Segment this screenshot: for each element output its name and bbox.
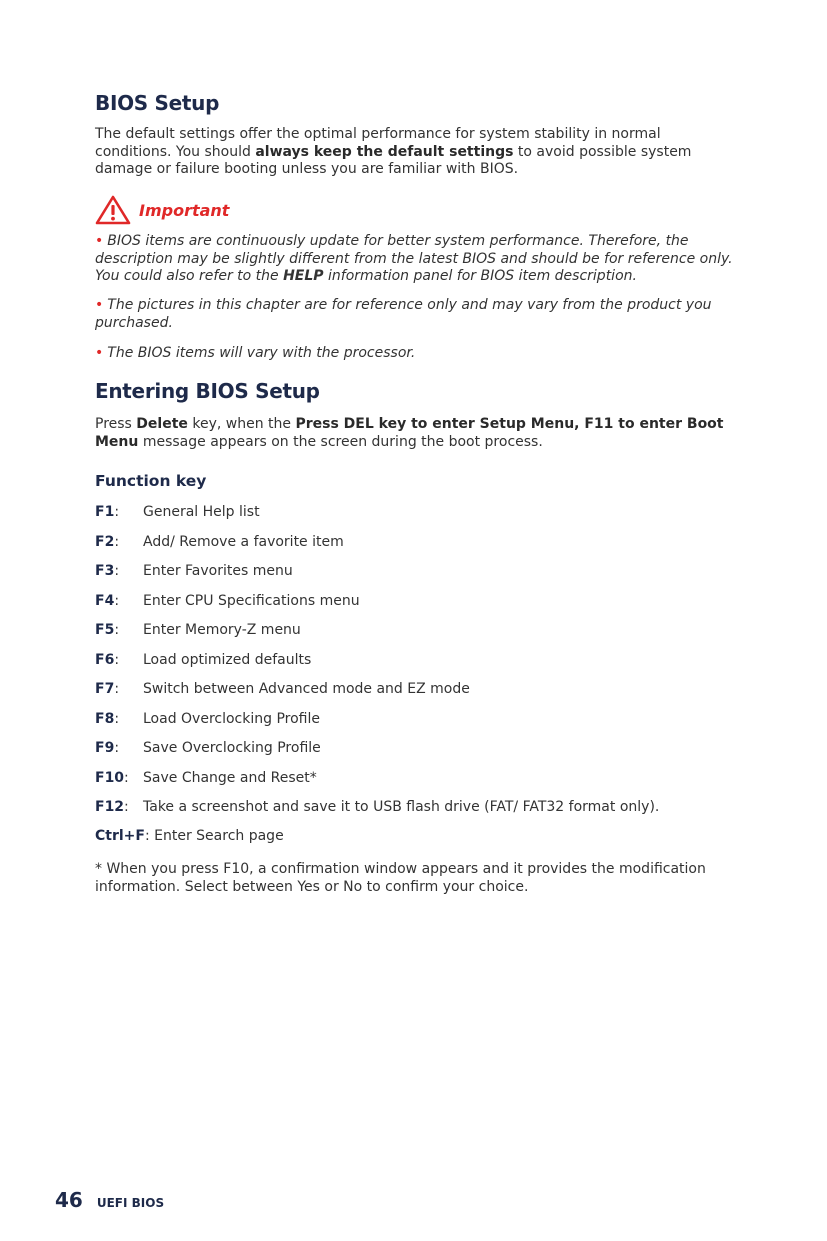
warning-triangle-icon	[95, 195, 131, 225]
important-header	[95, 193, 229, 227]
key-description: Load Overclocking Profile	[143, 711, 320, 727]
function-key-title: Function key	[95, 472, 207, 490]
key-description: General Help list	[143, 504, 260, 520]
boot-message: Press DEL key to enter Setup Menu, F11 to enter Boot Menu	[95, 416, 724, 450]
key-label: F2:	[95, 534, 120, 550]
key-name: F12	[95, 799, 125, 815]
function-key-row	[95, 563, 293, 580]
function-key-row	[95, 504, 260, 521]
important-bullet-2	[95, 297, 735, 332]
key-description: Save Change and Reset*	[143, 770, 317, 786]
key-name: F5	[95, 622, 115, 638]
key-label: F1:	[95, 504, 120, 520]
key-label: F10:	[95, 770, 129, 786]
key-name: F9	[95, 740, 115, 756]
bullet-text-end: information panel for BIOS item description.	[323, 268, 637, 284]
key-label: F3:	[95, 563, 120, 579]
intro-text: The default settings offer the optimal performance for system stability in normal conditions. You should	[95, 126, 661, 160]
key-label: F7:	[95, 681, 120, 697]
bios-setup-title: BIOS Setup	[95, 91, 220, 115]
key-name: F6	[95, 652, 115, 668]
bullet-dot: •	[95, 233, 104, 249]
key-description: Load optimized defaults	[143, 652, 312, 668]
entering-bios-text	[95, 416, 735, 451]
bullet-text: The pictures in this chapter are for reference only and may vary from the product you purchased.	[95, 297, 712, 331]
key-description: Add/ Remove a favorite item	[143, 534, 344, 550]
f10-footnote: * When you press F10, a confirmation window appears and it provides the modification information. Select between Yes or No to confirm your choice.	[95, 861, 706, 895]
key-name: F7	[95, 681, 115, 697]
function-key-row	[95, 681, 470, 698]
key-label: F5:	[95, 622, 120, 638]
bullet-dot: •	[95, 297, 104, 313]
function-key-row	[95, 740, 321, 757]
key-label: F4:	[95, 593, 120, 609]
key-description: Enter Favorites menu	[143, 563, 293, 579]
key-label: F9:	[95, 740, 120, 756]
bullet-dot: •	[95, 345, 104, 361]
entering-text: key, when the	[187, 416, 296, 432]
bullet-text: The BIOS items will vary with the processor.	[107, 345, 416, 361]
help-emphasis: HELP	[283, 268, 324, 284]
ctrl-f-row	[95, 828, 284, 844]
key-description: Enter Memory-Z menu	[143, 622, 301, 638]
function-key-row	[95, 593, 360, 610]
important-bullet-3	[95, 345, 735, 363]
ctrl-f-key: Ctrl+F	[95, 828, 145, 844]
key-label: F8:	[95, 711, 120, 727]
intro-emphasis: always keep the default settings	[255, 143, 514, 160]
key-description: Enter CPU Specifications menu	[143, 593, 360, 609]
function-key-row	[95, 711, 320, 728]
section-label: UEFI BIOS	[96, 1196, 165, 1210]
bullet-text: BIOS items are continuously update for better system performance. Therefore, the description may be slightly different from the latest BIOS and should be for reference only. You could also refer to the	[95, 233, 733, 284]
key-name: F10	[95, 770, 125, 786]
key-label: F12:	[95, 799, 129, 815]
important-bullet-1	[95, 233, 735, 286]
important-title: Important	[139, 200, 230, 220]
key-description: Switch between Advanced mode and EZ mode	[143, 681, 470, 697]
page-footer	[55, 1188, 164, 1212]
key-label: F6:	[95, 652, 120, 668]
function-key-row	[95, 622, 301, 639]
key-name: F2	[95, 534, 115, 550]
bios-setup-intro	[95, 126, 735, 179]
key-name: F4	[95, 593, 115, 609]
delete-key: Delete	[136, 416, 188, 432]
function-key-row	[95, 652, 311, 669]
key-name: F3	[95, 563, 115, 579]
entering-text-end: message appears on the screen during the boot process.	[138, 433, 543, 450]
key-name: F8	[95, 711, 115, 727]
entering-text: Press	[95, 416, 137, 432]
ctrl-f-description: : Enter Search page	[144, 828, 284, 844]
intro-text-end: to avoid possible system damage or failure booting unless you are familiar with BIOS.	[95, 143, 692, 177]
page-number: 46	[55, 1188, 83, 1212]
entering-bios-title: Entering BIOS Setup	[95, 379, 320, 403]
function-key-row	[95, 799, 659, 816]
function-key-row	[95, 770, 317, 787]
function-key-row	[95, 534, 344, 551]
key-description: Save Overclocking Profile	[143, 740, 321, 756]
key-name: F1	[95, 504, 115, 520]
key-description: Take a screenshot and save it to USB flash drive (FAT/ FAT32 format only).	[143, 799, 660, 815]
